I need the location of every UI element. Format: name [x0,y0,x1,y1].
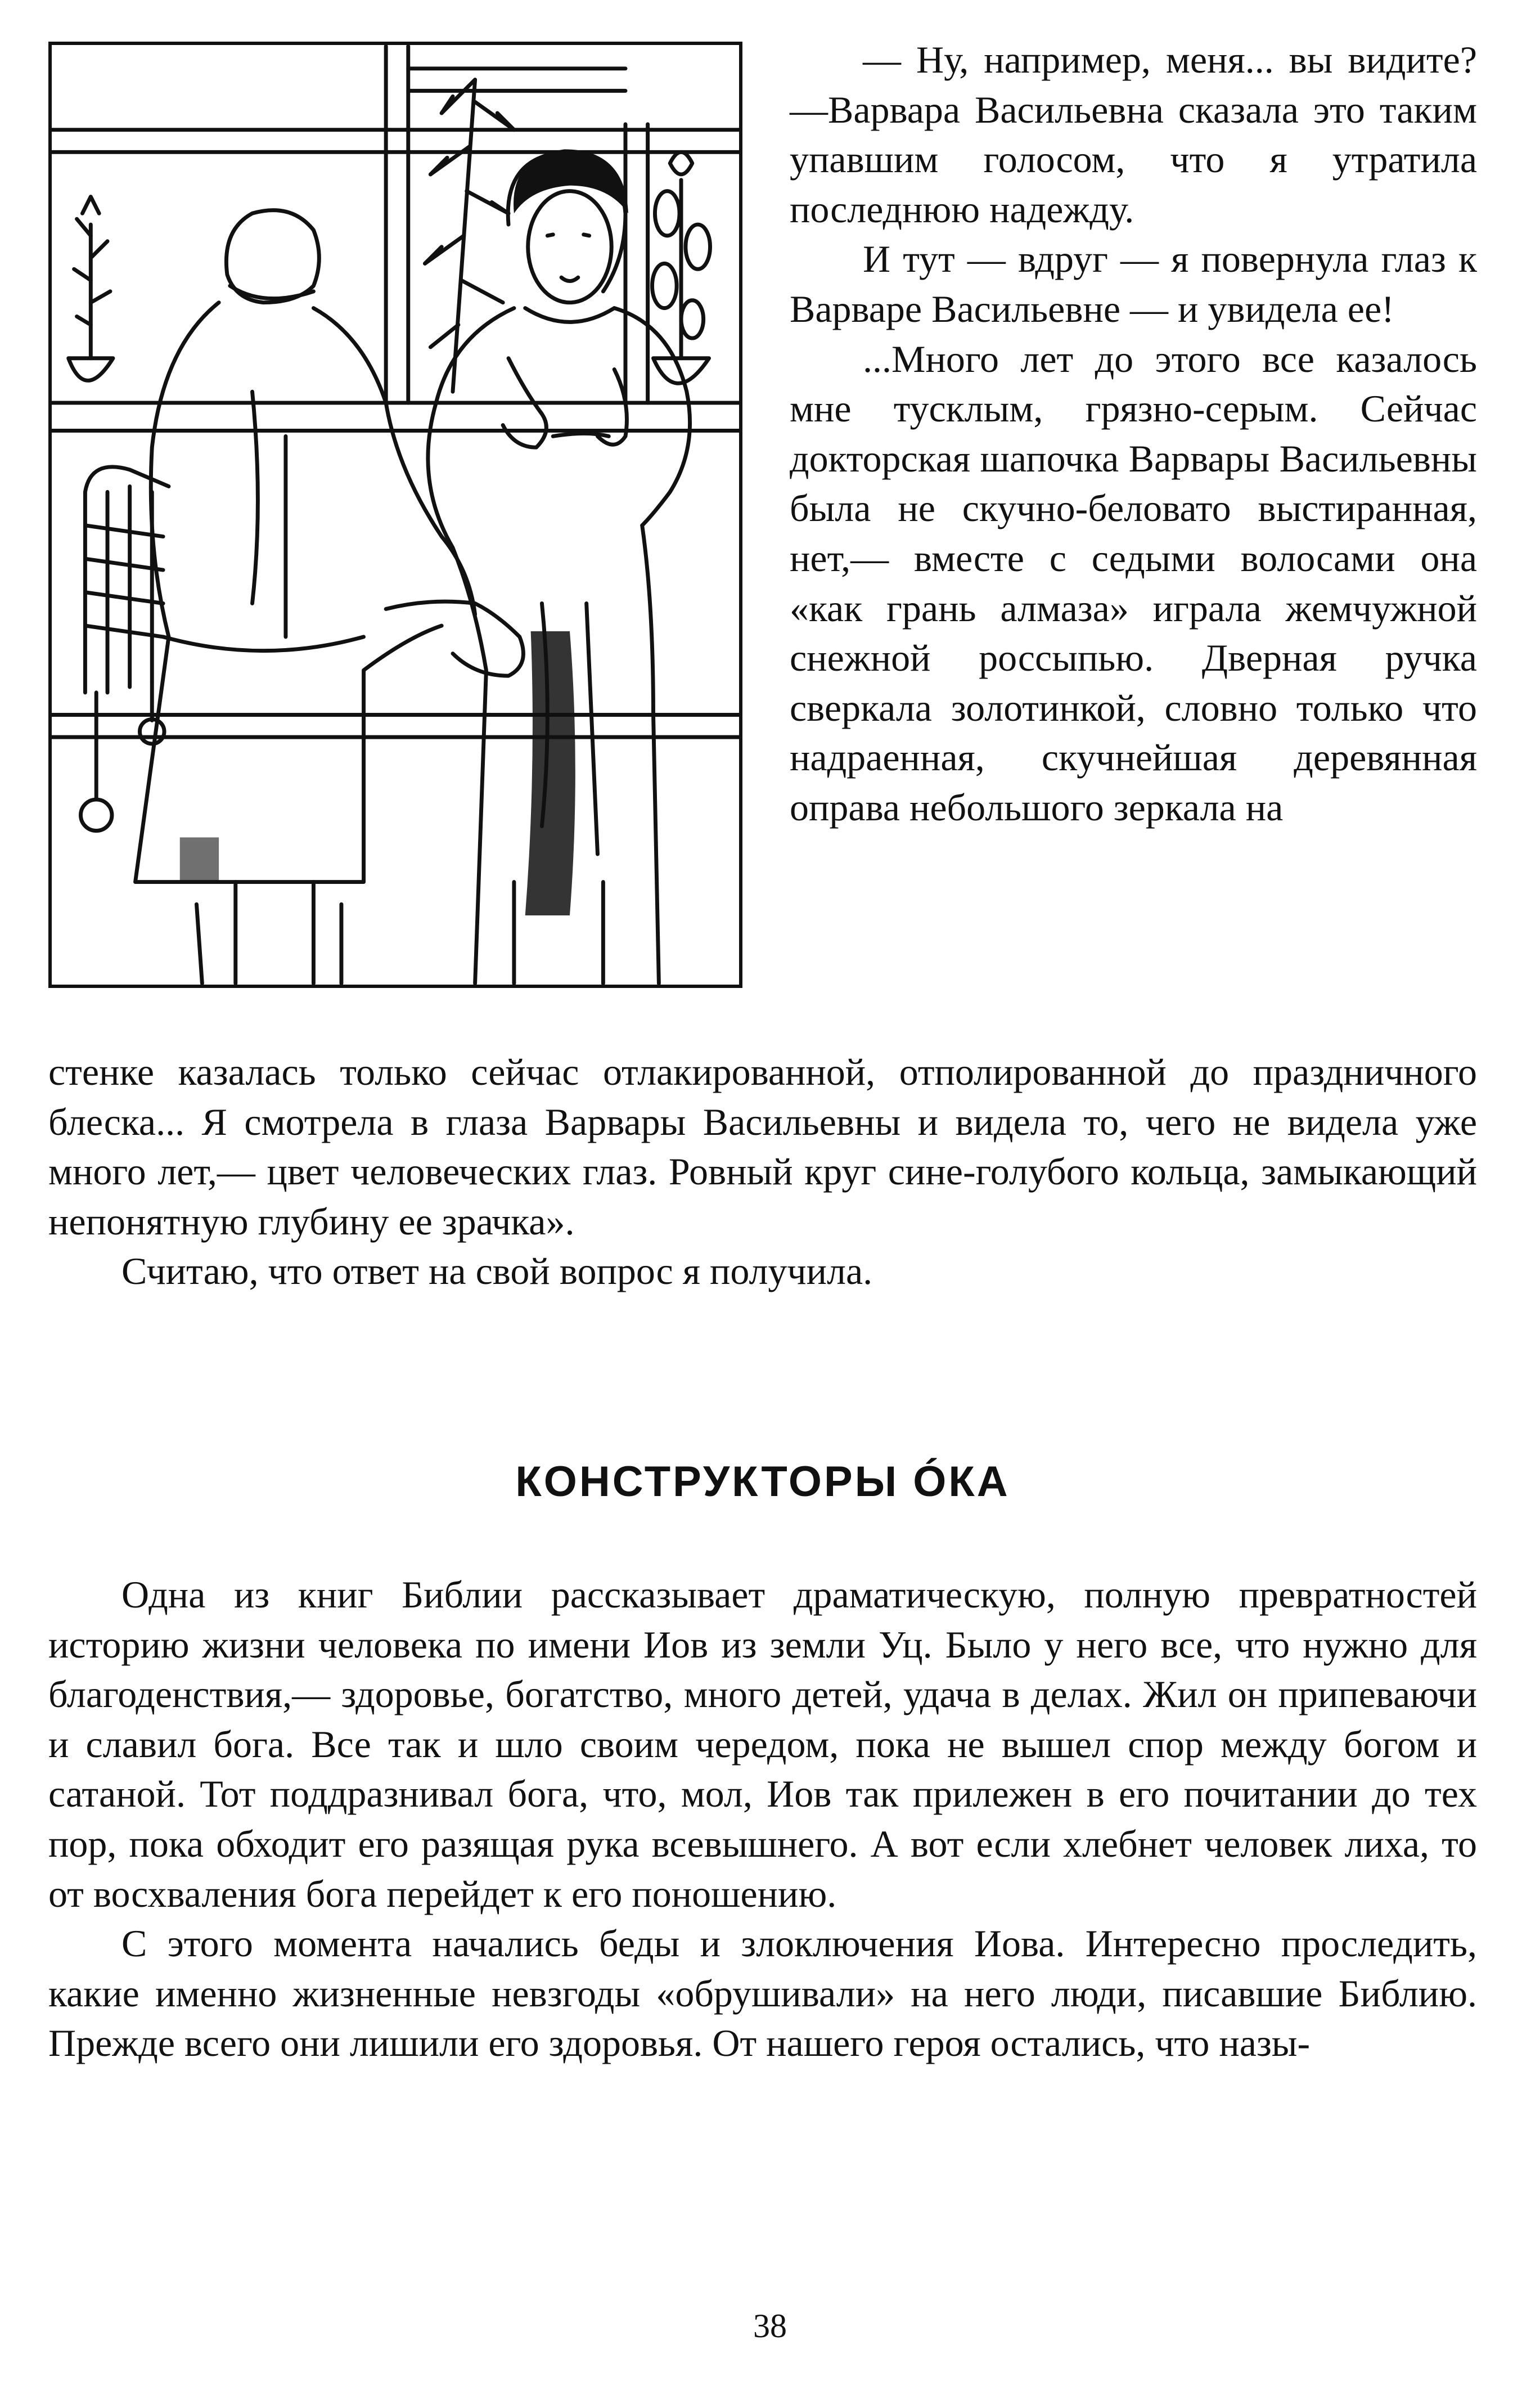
page-number: 38 [753,2307,787,2344]
paragraph: И тут — вдруг — я повернула глаз к Варваре Васильевне — и увидела ее! [790,237,1477,330]
paragraph: С этого момента начались беды и злоключения Иова. Интересно проследить, какие именно жизненные невзгоды «обрушивали» на него люди, писавшие Библию. Прежде всего они лишили его здоровья. От нашего героя остались, что назы- [48,1922,1477,2065]
right-text-column [790,35,1477,833]
paragraph: Одна из книг Библии рассказывает драматическую, полную превратностей историю жизни человека по имени Иов из земли Уц. Было у него все, что нужно для благоденствия,— здоровье, богатство, много детей, удача в делах. Жил он припеваючи и славил бога. Все так и шло своим чередом, пока не вышел спор между богом и сатаной. Тот поддразнивал бога, что, мол, Иов так прилежен в его почитании до тех пор, пока обходит его разящая рука всевышнего. А вот если хлебнет человек лиха, то от восхваления бога перейдет к его поношению. [48,1573,1477,1915]
illustration-drawing [52,45,739,985]
paragraph-continuation: стенке казалась только сейчас отлакированной, отполированной до праздничного блеска... Я смотрела в глаза Варвары Васильевны и видела то, чего не видела уже много лет,— цвет человеческих глаз. Ровный круг сине-голубого кольца, замыкающий непонятную глубину ее зрачка». [48,1050,1477,1243]
full-width-text-lower [48,1570,1477,2068]
section-heading: КОНСТРУКТОРЫ ÓКА [515,1458,1010,1506]
paragraph: ...Много лет до этого все казалось мне тусклым, грязно-серым. Сейчас докторская шапочка Варвары Васильевны была не скучно-беловато выстиранная, нет,— вместе с седыми волосами она «как грань алмаза» играла жемчужной снежной россыпью. Дверная ручка сверкала золотинкой, словно только что надраенная, скучнейшая деревянная оправа небольшого зеркала на [790,337,1477,829]
full-width-text-upper [48,1047,1477,1296]
illustration-doctor-and-patient [48,42,742,988]
paragraph: Считаю, что ответ на свой вопрос я получила. [121,1250,873,1293]
paragraph: — Ну, например, меня... вы видите?—Варвара Васильевна сказала это таким упавшим голосом, что я утратила последнюю надежду. [790,38,1477,231]
